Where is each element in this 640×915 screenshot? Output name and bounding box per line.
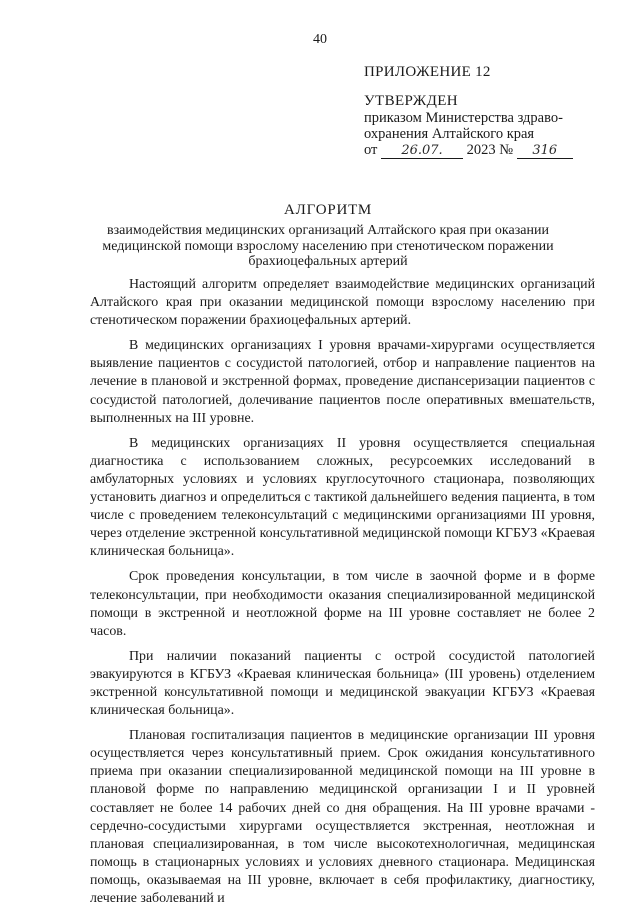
paragraph: Срок проведения консультации, в том числе в заочной форме и в форме телеконсультации, при необходимости оказания специализированной медицинской помощи в экстренной и неотложной форме на III уровне составляет не более 2 часов. [90,569,595,639]
order-date-line [364,142,614,159]
paragraph: При наличии показаний пациенты с острой сосудистой патологией эвакуируются в КГБУЗ «Краевая клиническая больница» (III уровень) отделением экстренной консультативной помощи и медицинской эвакуации КГБУЗ «Краевая клиническая больница». [90,648,595,719]
order-line-2: охранения Алтайского края [364,126,535,142]
paragraph: В медицинских организациях I уровня врачами-хирургами осуществляется выявление пациентов с сосудистой патологией, отбор и направление пациентов на лечение в плановой и экстренной формах, проведение диспансеризации пациентов с сосудистой патологией, долечивание пациентов после оперативных вмешательств, выполненных на III уровне. [90,338,595,426]
document-title: АЛГОРИТМ [283,202,372,218]
handwritten-order-number: 316 [517,144,573,159]
page-number: 40 [313,32,327,47]
title-block [80,202,576,270]
paragraph: Плановая госпитализация пациентов в медицинские организации III уровня осуществляется через консультативный прием. Срок ожидания консультативного приема при оказании специализированной медицинской помощи на III уровне в плановой форме по направлению медицинской организации I и II уровней составляет не более 14 рабочих дней со дня обращения. На III уровне врачами - сердечно-сосудистыми хирургами осуществляется экстренная, неотложная и плановая специализированная, в том числе высокотехнологичная, медицинская помощь в стационарных условиях и условиях дневного стационара. Медицинская помощь, оказываемая на III уровне, включает в себя профилактику, диагностику, лечение заболеваний и [90,728,595,906]
appendix-label: ПРИЛОЖЕНИЕ 12 [364,64,491,80]
document-subtitle: взаимодействия медицинских организаций Алтайского края при оказании медицинской помощи взрослому населению при стенотическом поражении брахиоцефальных артерий [102,223,554,269]
body-text [90,276,595,915]
number-sign: № [499,142,514,158]
paragraph: В медицинских организациях II уровня осуществляется специальная диагностика с использованием сложных, ресурсоемких исследований в амбулаторных условиях и условиях круглосуточного стационара, позволяющих установить диагноз и определиться с тактикой дальнейшего ведения пациента, в том числе с проведением телеконсультаций с медицинскими организациями III уровня, через отделение экстренной консультативной медицинской помощи КГБУЗ «Краевая клиническая больница». [90,435,595,560]
approved-label: УТВЕРЖДЕН [364,93,459,109]
paragraph: Настоящий алгоритм определяет взаимодействие медицинских организаций Алтайского края при оказании медицинской помощи взрослому населению при стенотическом поражении брахиоцефальных артерий. [90,277,595,329]
date-prefix: от [364,142,378,158]
order-line-1: приказом Министерства здраво- [364,110,563,126]
approval-block [364,64,614,159]
handwritten-date: 26.07. [381,144,463,159]
order-year: 2023 [466,142,496,158]
